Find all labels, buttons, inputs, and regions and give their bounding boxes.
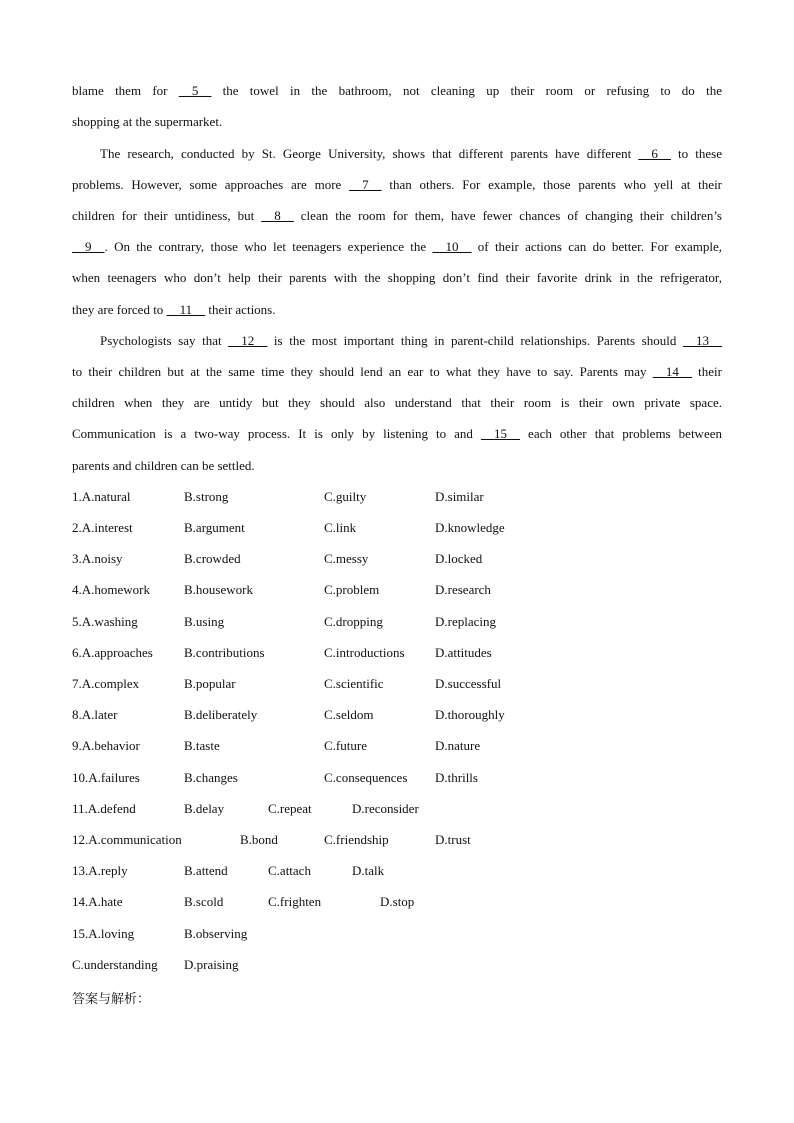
blank-9: __9__ [72, 239, 105, 254]
option-c: C.friendship [324, 832, 389, 847]
passage-line: children when they are untidy but they should also understand that their room is their own private space. [72, 395, 722, 410]
option-b: B.bond [240, 832, 278, 847]
option-d: D.reconsider [352, 801, 419, 816]
blank-7: __7__ [349, 177, 382, 192]
blank-8: __8__ [261, 208, 294, 223]
passage-line: when teenagers who don’t help their parents with the shopping don’t find their favorite drink in the refrigerator, [72, 270, 722, 285]
blank-15: __15__ [481, 426, 520, 441]
blank-12: __12__ [228, 333, 268, 348]
passage-line: Psychologists say that __12__ is the most important thing in parent-child relationships. Parents should __13__ [100, 333, 722, 348]
option-c: C.link [324, 520, 357, 535]
option-a: 12.A.communication [72, 832, 182, 847]
option-a: 5.A.washing [72, 614, 138, 629]
blank-11: __11__ [166, 302, 206, 317]
question-1 [72, 488, 722, 506]
option-a: 11.A.defend [72, 801, 136, 816]
option-c: C.frighten [268, 894, 322, 909]
option-a: 14.A.hate [72, 894, 123, 909]
passage-line: children for their untidiness, but __8__ clean the room for them, have fewer chances of changing their children’s [72, 208, 722, 223]
passage-line: parents and children can be settled. [72, 458, 255, 473]
option-d: D.attitudes [435, 645, 492, 660]
option-b: B.using [184, 614, 225, 629]
question-4 [72, 581, 722, 599]
option-a: 13.A.reply [72, 863, 128, 878]
option-a: 2.A.interest [72, 520, 133, 535]
question-11 [72, 800, 722, 818]
question-3 [72, 550, 722, 568]
option-b: B.observing [184, 926, 248, 941]
option-c: C.attach [268, 863, 311, 878]
question-15-cont [72, 956, 722, 974]
option-a: 3.A.noisy [72, 551, 123, 566]
option-b: B.popular [184, 676, 236, 691]
question-7 [72, 675, 722, 693]
passage-line: to their children but at the same time they should lend an ear to what they have to say. Parents may __14__ their [72, 364, 722, 379]
option-b: B.strong [184, 489, 229, 504]
option-b: B.changes [184, 770, 238, 785]
blank-10: __10__ [432, 239, 472, 254]
question-12 [72, 831, 722, 849]
question-15 [72, 925, 722, 943]
option-d: D.similar [435, 489, 484, 504]
option-a: 15.A.loving [72, 926, 135, 941]
blank-5: __5__ [178, 83, 212, 98]
passage-line: __9__. On the contrary, those who let teenagers experience the __10__ of their actions can do better. For example, [72, 239, 723, 254]
option-d: D.thrills [435, 770, 478, 785]
option-c: C.future [324, 738, 367, 753]
option-c: C.guilty [324, 489, 367, 504]
option-d: D.trust [435, 832, 471, 847]
option-d: D.stop [380, 894, 415, 909]
question-9 [72, 737, 722, 755]
option-a: 8.A.later [72, 707, 118, 722]
option-b: B.argument [184, 520, 245, 535]
question-10 [72, 769, 722, 787]
option-c: C.consequences [324, 770, 408, 785]
option-b: B.scold [184, 894, 224, 909]
option-c: C.repeat [268, 801, 312, 816]
question-13 [72, 862, 722, 880]
option-d: D.nature [435, 738, 481, 753]
option-d: D.praising [184, 957, 239, 972]
question-6 [72, 644, 722, 662]
option-a: 6.A.approaches [72, 645, 153, 660]
option-d: D.replacing [435, 614, 497, 629]
option-d: D.locked [435, 551, 483, 566]
option-b: B.taste [184, 738, 220, 753]
option-b: B.housework [184, 582, 253, 597]
option-c: C.introductions [324, 645, 405, 660]
answer-section-heading: 答案与解析： [72, 992, 151, 1007]
option-b: B.contributions [184, 645, 265, 660]
option-b: B.deliberately [184, 707, 258, 722]
passage-line: The research, conducted by St. George University, shows that different parents have different __6__ to these [100, 146, 722, 161]
option-b: B.attend [184, 863, 228, 878]
passage-line: Communication is a two-way process. It is only by listening to and __15__ each other that problems between [72, 426, 722, 441]
option-a: 1.A.natural [72, 489, 131, 504]
question-5 [72, 613, 722, 631]
option-c: C.scientific [324, 676, 384, 691]
option-d: D.research [435, 582, 491, 597]
passage-line: blame them for __5__ the towel in the bathroom, not cleaning up their room or refusing to do the [72, 83, 722, 98]
option-c: C.problem [324, 582, 380, 597]
blank-6: __6__ [638, 146, 671, 161]
option-c: C.messy [324, 551, 369, 566]
option-c: C.dropping [324, 614, 383, 629]
question-8 [72, 706, 722, 724]
option-d: D.thoroughly [435, 707, 505, 722]
option-d: D.talk [352, 863, 385, 878]
question-2 [72, 519, 722, 537]
option-a: 4.A.homework [72, 582, 150, 597]
option-c: C.seldom [324, 707, 374, 722]
option-a: 9.A.behavior [72, 738, 140, 753]
option-b: B.crowded [184, 551, 241, 566]
option-d: D.successful [435, 676, 502, 691]
blank-13: __13__ [682, 333, 722, 348]
passage-line: problems. However, some approaches are more __7__ than others. For example, those parents who yell at their [72, 177, 723, 192]
passage-line: they are forced to __11__ their actions. [72, 302, 276, 317]
blank-14: __14__ [652, 364, 692, 379]
option-c: C.understanding [72, 957, 158, 972]
passage-line: shopping at the supermarket. [72, 114, 223, 129]
option-d: D.knowledge [435, 520, 505, 535]
option-a: 7.A.complex [72, 676, 140, 691]
option-a: 10.A.failures [72, 770, 140, 785]
question-14 [72, 893, 722, 911]
option-b: B.delay [184, 801, 225, 816]
